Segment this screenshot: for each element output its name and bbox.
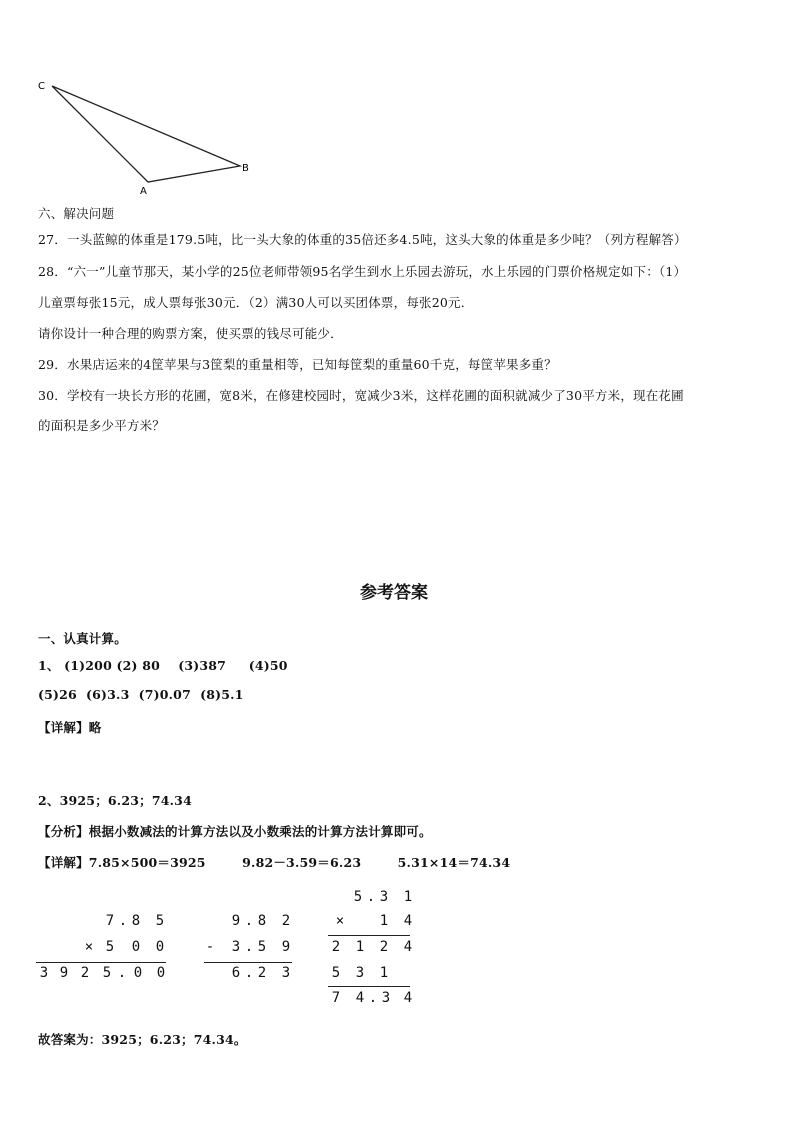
calc-digit: 4 (403, 913, 413, 929)
calc-digit: . (366, 889, 376, 905)
calc-operator: × (335, 913, 345, 929)
calc-digit: 0 (155, 939, 165, 955)
question-28-line-1: 28．“六一”儿童节那天，某小学的25位老师带领95名学生到水上乐园去游玩，水上乐园的门票价格规定如下：（1） (38, 264, 687, 279)
calc-digit: 5 (257, 939, 267, 955)
calc-digit: . (368, 990, 378, 1006)
calc-digit: 3 (379, 889, 389, 905)
answers-section-1-heading: 一、认真计算。 (38, 631, 127, 646)
calc-digit: 3 (39, 965, 49, 981)
calc-digit: 5 (105, 939, 115, 955)
calc-digit: 9 (231, 913, 241, 929)
answer-2-analysis: 【分析】根据小数减法的计算方法以及小数乘法的计算方法计算即可。 (38, 824, 432, 839)
calc-digit: 5 (155, 913, 165, 929)
question-29: 29．水果店运来的4筐苹果与3筐梨的重量相等，已知每筐梨的重量60千克，每筐苹果多重？ (38, 357, 557, 372)
calc-digit: 2 (80, 965, 90, 981)
question-30-line-2: 的面积是多少平方米？ (38, 418, 166, 433)
answer-1-line-2: (5)26 (6)3.3 (7)0.07 (8)5.1 (38, 687, 244, 702)
calc-digit: 1 (403, 889, 413, 905)
calc-digit: . (244, 939, 254, 955)
calc-digit: 8 (131, 913, 141, 929)
calc-digit: 5 (331, 965, 341, 981)
answer-2-final: 故答案为：3925；6.23；74.34。 (38, 1032, 247, 1047)
calc-digit: 5 (102, 965, 112, 981)
calc-digit: 1 (355, 939, 365, 955)
calc-digit: 3 (231, 939, 241, 955)
answer-1-line-1: 1、 (1)200 (2) 80 (3)387 (4)50 (38, 658, 288, 673)
calc-rule (328, 986, 410, 987)
calc-digit: 3 (281, 965, 291, 981)
answer-1-detail: 【详解】略 (38, 720, 102, 735)
calc-digit: . (244, 913, 254, 929)
question-28-line-3: 请你设计一种合理的购票方案，使买票的钱尽可能少． (38, 326, 343, 341)
answer-2-detail: 【详解】7.85×500＝3925 9.82－3.59＝6.23 5.31×14＝74.34 (38, 855, 511, 870)
vertex-label-c: C (38, 81, 45, 92)
calc-digit: 0 (133, 965, 143, 981)
question-30-line-1: 30．学校有一块长方形的花圃，宽8米，在修建校园时，宽减少3米，这样花圃的面积就减少了30平方米，现在花圃 (38, 388, 684, 403)
calc-rule (328, 935, 410, 936)
question-27: 27．一头蓝鲸的体重是179.5吨，比一头大象的体重的35倍还多4.5吨，这头大象的体重是多少吨？（列方程解答） (38, 232, 687, 247)
calc-digit: 7 (331, 990, 341, 1006)
vertex-label-b: B (242, 163, 249, 174)
calc-digit: 2 (257, 965, 267, 981)
calc-digit: 6 (231, 965, 241, 981)
answers-title: 参考答案 (360, 583, 428, 603)
calc-operator: - (205, 939, 215, 955)
answer-2-line: 2、3925；6.23；74.34 (38, 793, 192, 808)
calc-digit: 0 (156, 965, 166, 981)
calc-digit: 8 (257, 913, 267, 929)
calc-digit: 4 (355, 990, 365, 1006)
calc-digit: 3 (381, 990, 391, 1006)
calc-digit: 2 (281, 913, 291, 929)
calc-digit: 5 (353, 889, 363, 905)
calc-digit: . (118, 913, 128, 929)
calc-digit: 9 (59, 965, 69, 981)
calc-digit: 1 (379, 913, 389, 929)
calc-digit: 0 (131, 939, 141, 955)
calc-digit: . (117, 965, 127, 981)
calc-operator: × (84, 939, 94, 955)
calc-digit: 3 (355, 965, 365, 981)
calc-digit: 2 (331, 939, 341, 955)
calc-digit: . (244, 965, 254, 981)
calc-digit: 4 (403, 939, 413, 955)
calc-digit: 2 (379, 939, 389, 955)
calc-digit: 9 (281, 939, 291, 955)
calc-digit: 1 (379, 965, 389, 981)
calc-digit: 7 (105, 913, 115, 929)
calc-digit: 4 (403, 990, 413, 1006)
question-28-line-2: 儿童票每张15元，成人票每张30元．（2）满30人可以买团体票，每张20元． (38, 295, 474, 310)
section-heading-problems: 六、解决问题 (38, 206, 115, 221)
vertex-label-a: A (140, 186, 147, 197)
